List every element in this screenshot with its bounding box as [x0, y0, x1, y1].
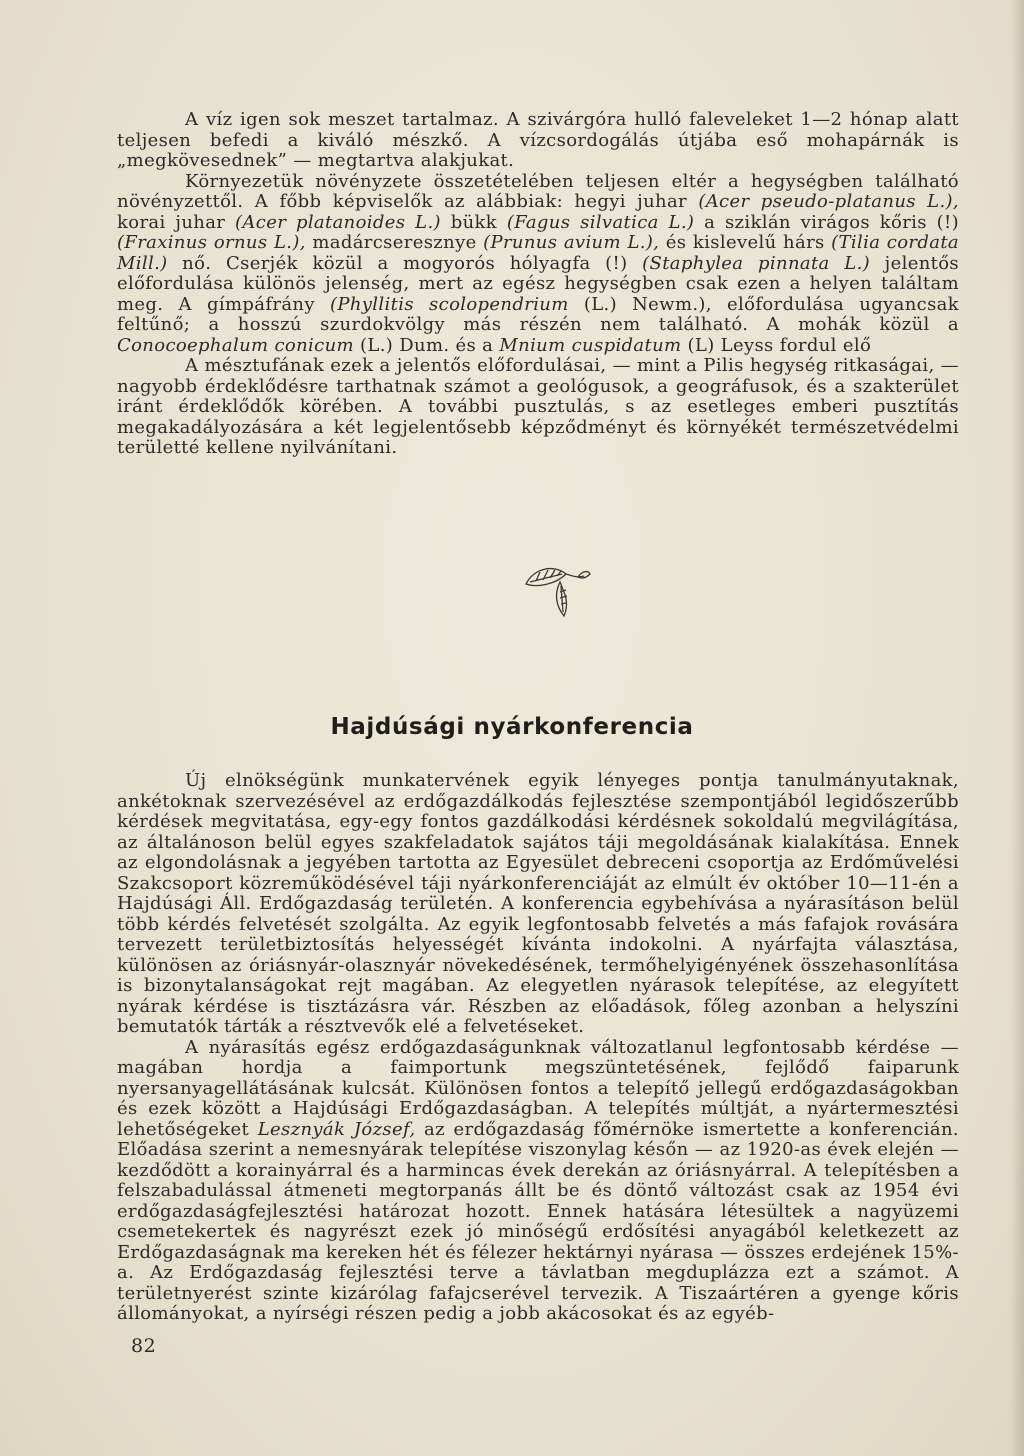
paragraph [117, 1038, 959, 1325]
paragraph [117, 172, 959, 357]
italic-text-run: (Tilia cordata Mill.) [117, 232, 959, 274]
text-run: A mésztufának ezek a jelentős előfordulásai, — mint a Pilis hegység ritkaságai, — nagyobb érdeklődésre tarthatnak számot a geológusok, a geográfusok, és a szakterület iránt érdeklődők körében. A további pusztulás, s az esetleges emberi pusztítás megakadályozására a két legjelentősebb képződményt és környékét természetvédelmi területté kellene nyilvánítani. [117, 355, 959, 458]
page-number: 82 [131, 1335, 157, 1357]
text-run: madárcseresznye [305, 232, 484, 253]
text-run: nő. Cserjék közül a mogyorós hólyagfa (!) [167, 252, 643, 274]
text-run: az erdőgazdaság főmérnöke ismertette a konferencián. Előadása szerint a nemesnyárak telepítése viszonylag későn — az 1920-as évek elején — kezdődött a korainyárral és a harmincas évek derekán az óriásnyárral. A telepítésben a felszabadulással átmeneti megtorpanás állt be és döntő változást csak az 1954 évi erdőgazdaságfejlesztési határozat hozott. Ennek hatására létesültek a nagyüzemi csemetekertek és nagyrészt ezek jó minőségű erdősítési anyagából keletkezett az Erdőgazdaságnak ma kereken hét és félezer hektárnyi nyárasa — összes erdejének 15%-a. Az Erdőgazdaság fejlesztési terve a távlatban megduplázza ezt a számot. A területnyerést szinte kizárólag fafajcserével tervezik. A Tiszaártéren a gyenge kőris állományokat, a nyírségi részen pedig a jobb akácosokat és az egyéb- [117, 1118, 959, 1324]
italic-text-run: Lesznyák József, [257, 1118, 416, 1140]
text-run: bükk [440, 211, 507, 233]
text-run: (L.) Newm.), előfordulása ugyancsak feltűnő; a hosszú szurdokvölgy más részén nem található. A mohák közül a [117, 293, 959, 335]
text-run: korai juhar [117, 211, 236, 233]
paragraph [117, 356, 959, 459]
text-run: a sziklán virágos kőris (!) [694, 211, 959, 233]
text-run: (L.) Dum. és a [353, 334, 500, 356]
italic-text-run: (Fagus silvatica L.) [506, 211, 695, 233]
paragraph [117, 110, 959, 172]
italic-text-run: Mnium cuspidatum [499, 334, 682, 356]
leaf-sprig-ornament-icon [520, 562, 594, 618]
section-nyarkonferencia-text [117, 771, 959, 1325]
text-run: és kislevelű hárs [659, 232, 832, 253]
text-run: A víz igen sok meszet tartalmaz. A szivárgóra hulló faleveleket 1—2 hónap alatt teljesen befedi a kiváló mészkő. A vízcsordogálás útjába eső mohapárnák is „megkövesednek” — megtartva alakjukat. [117, 109, 959, 171]
text-run: jelentős előfordulása különös jelenség, mert az egész hegységben csak ezen a helyen találtam meg. A gímpáfrány [117, 252, 959, 315]
text-run: A nyárasítás egész erdőgazdaságunknak változatlanul legfontosabb kérdése — magában hordja a faimportunk megszüntetésének, fejlődő faiparunk nyersanyagellátásának kulcsát. Különösen fontos a telepítő jellegű erdőgazdaságokban és ezek között a Hajdúsági Erdőgazdaságban. A telepítés múltját, a nyártermesztési lehetőségeket [117, 1036, 959, 1140]
italic-text-run: (Staphylea pinnata L.) [642, 252, 871, 274]
text-run: (L) Leyss fordul elő [681, 334, 872, 356]
italic-text-run: (Prunus avium L.), [483, 232, 660, 253]
italic-text-run: (Acer pseudo-platanus L.), [698, 191, 959, 212]
section-mesztufa-text [117, 110, 959, 459]
text-run: Környezetük növényzete összetételében teljesen eltér a hegységben található növényzettől. A főbb képviselők az alábbiak: hegyi juhar [117, 170, 959, 212]
article-title: Hajdúsági nyárkonferencia [330, 714, 694, 740]
italic-text-run: (Phyllitis scolopendrium [330, 293, 569, 315]
italic-text-run: Conocoephalum conicum [117, 334, 354, 356]
paragraph [117, 771, 959, 1038]
italic-text-run: (Fraxinus ornus L.), [117, 232, 306, 253]
text-run: Új elnökségünk munkatervének egyik lényeges pontja tanulmányutaknak, ankétoknak szervezésével az erdőgazdálkodás fejlesztése szempontjából legidőszerűbb kérdések megvitatása, egy-egy fontos gazdálkodási kérdésnek sokoldalú megvilágítása, az általánoson belül egyes szakfeladatok sajátos táji megoldásának kialakítása. Ennek az elgondolásnak a jegyében tartotta az Egyesület debreceni csoportja az Erdőművelési Szakcsoport közreműködésével táji nyárkonferenciáját az elmúlt év október 10—11-én a Hajdúsági Áll. Erdőgazdaság területén. A konferencia egybehívása a nyárasításon belül több kérdés felvetését szolgálta. Az egyik legfontosabb felvetés a más fafajok rovására tervezett területbiztosítás helyességét kívánta indokolni. A nyárfajta választása, különösen az óriásnyár-olasznyár növekedésének, termőhelyigényének összehasonlítása is bizonytalanságokat rejt magában. Az elegyetlen nyárasok telepítése, az elegyített nyárak kérdése is tisztázásra vár. Részben az előadások, főleg azonban a helyszíni bemutatók tárták a résztvevők elé a felvetéseket. [117, 770, 959, 1037]
italic-text-run: (Acer platanoides L.) [235, 211, 441, 233]
